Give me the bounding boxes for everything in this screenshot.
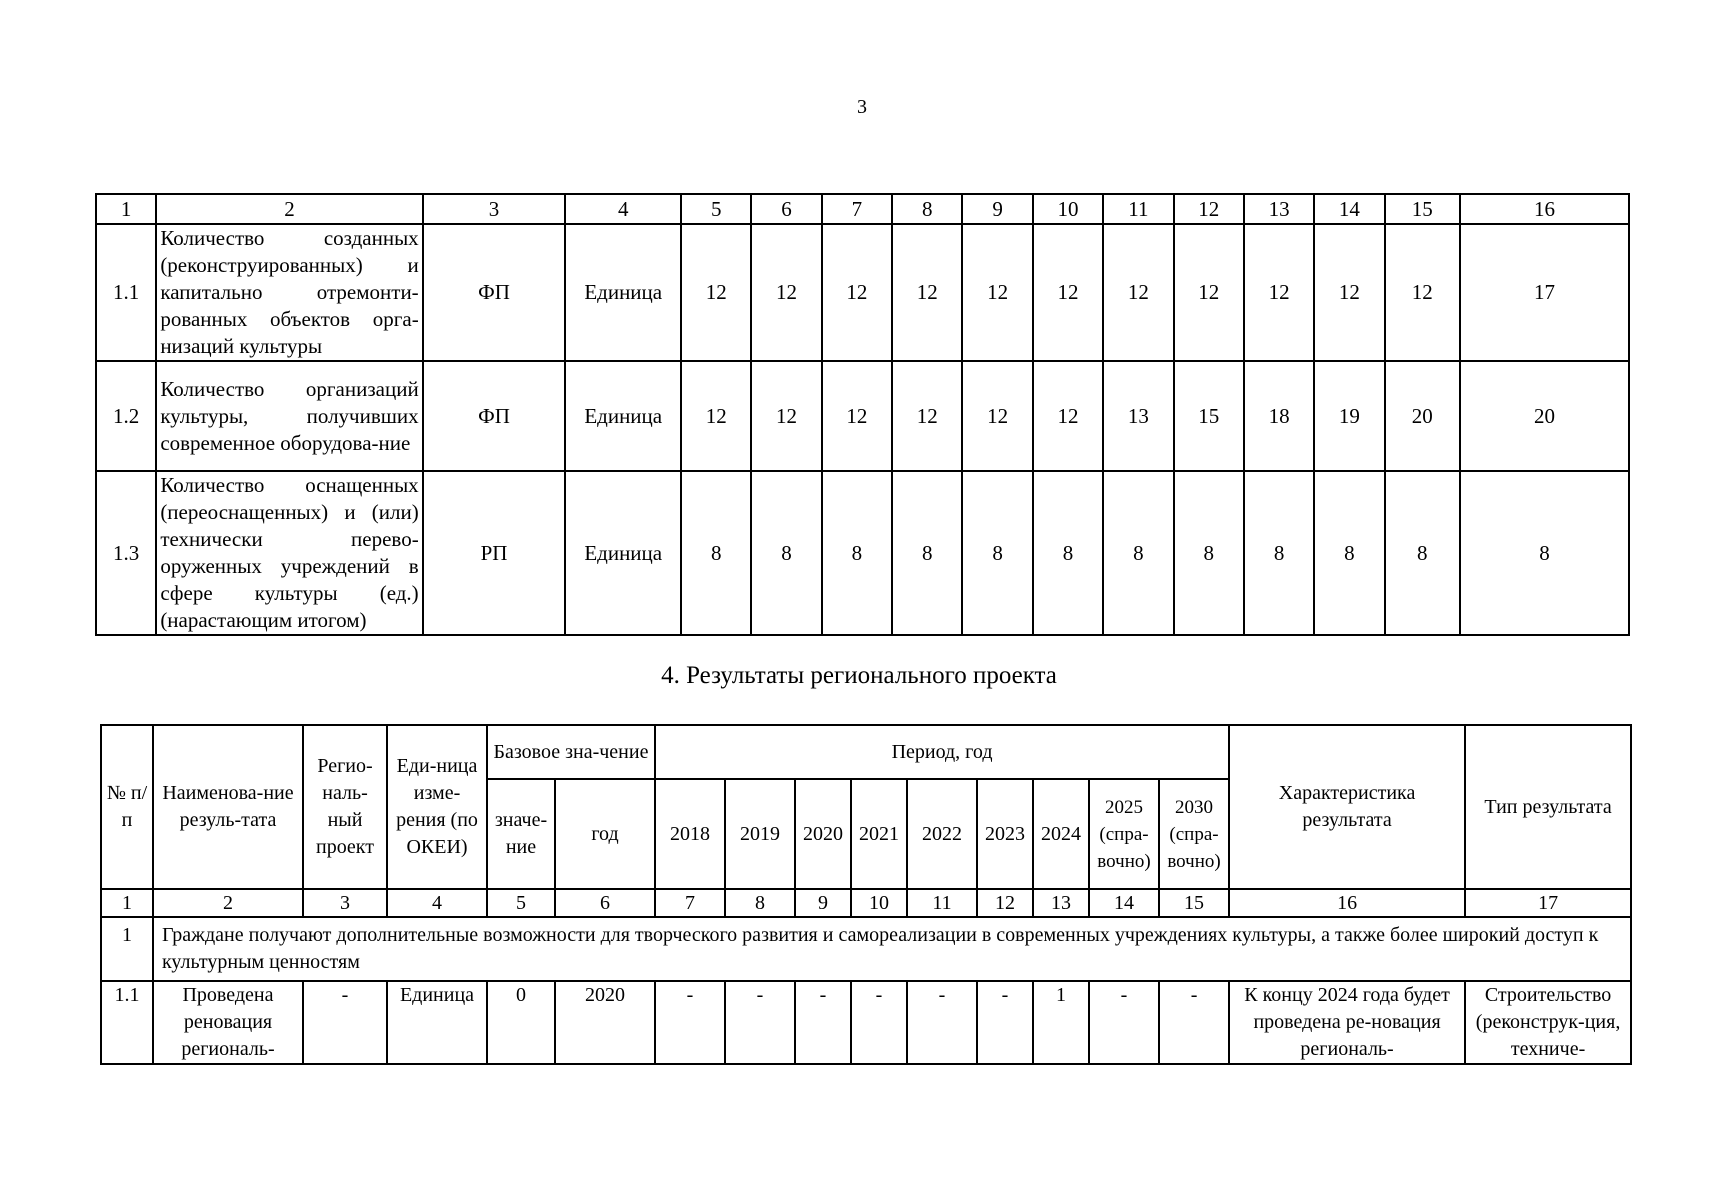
value-cell: 15: [1174, 361, 1244, 471]
column-numbers-row: [101, 889, 1631, 917]
value-cell: 12: [1103, 224, 1173, 361]
value-cell: 20: [1385, 361, 1460, 471]
header-base-year: год: [555, 779, 655, 889]
header-year: 2024: [1033, 779, 1089, 889]
row-number: 1.3: [96, 471, 156, 635]
value-cell: 17: [1460, 224, 1629, 361]
value-cell: 12: [751, 361, 821, 471]
result-type: Строительство (реконструк-ция, техниче-: [1465, 981, 1631, 1064]
header-cell: 14: [1314, 194, 1384, 224]
column-number: 7: [655, 889, 725, 917]
header-year: 2019: [725, 779, 795, 889]
value-cell: 12: [681, 361, 751, 471]
value-cell: 12: [892, 224, 962, 361]
header-year: 2020: [795, 779, 851, 889]
project-type: РП: [423, 471, 566, 635]
header-cell: 12: [1174, 194, 1244, 224]
result-project: -: [303, 981, 387, 1064]
header-base-value: значе-ние: [487, 779, 555, 889]
header-period: Период, год: [655, 725, 1229, 779]
year-value: -: [795, 981, 851, 1064]
header-project: Регио-наль-ный проект: [303, 725, 387, 889]
header-cell: 4: [565, 194, 681, 224]
section-title: 4. Результаты регионального проекта: [661, 662, 1057, 689]
goal-row: [101, 917, 1631, 981]
indicators-header-row: [96, 194, 1629, 224]
header-year: 2030 (спра-вочно): [1159, 779, 1229, 889]
table-row: [101, 981, 1631, 1064]
value-cell: 8: [1460, 471, 1629, 635]
value-cell: 12: [751, 224, 821, 361]
result-unit: Единица: [387, 981, 487, 1064]
year-value: 1: [1033, 981, 1089, 1064]
column-number: 17: [1465, 889, 1631, 917]
value-cell: 8: [1033, 471, 1103, 635]
result-characteristic: К концу 2024 года будет проведена ре-новация региональ-: [1229, 981, 1465, 1064]
project-type: ФП: [423, 361, 566, 471]
header-characteristic: Характеристика результата: [1229, 725, 1465, 889]
results-header-row: [101, 725, 1631, 779]
indicators-table: [95, 193, 1630, 636]
header-year: 2018: [655, 779, 725, 889]
header-cell: 6: [751, 194, 821, 224]
indicator-name: Количество созданных (реконструированных) и капитально отремонти-рованных объектов орга-низаций культуры: [156, 224, 422, 361]
goal-number: 1: [101, 917, 153, 981]
row-number: 1.1: [101, 981, 153, 1064]
value-cell: 8: [1244, 471, 1314, 635]
year-value: -: [1089, 981, 1159, 1064]
year-value: -: [1159, 981, 1229, 1064]
base-value: 0: [487, 981, 555, 1064]
header-cell: 13: [1244, 194, 1314, 224]
unit: Единица: [565, 224, 681, 361]
header-year: 2022: [907, 779, 977, 889]
value-cell: 12: [1033, 224, 1103, 361]
value-cell: 12: [822, 224, 892, 361]
header-cell: 8: [892, 194, 962, 224]
indicator-name: Количество организаций культуры, получивших современное оборудова-ние: [156, 361, 422, 471]
column-number: 9: [795, 889, 851, 917]
header-num: № п/п: [101, 725, 153, 889]
row-number: 1.1: [96, 224, 156, 361]
header-cell: 9: [962, 194, 1032, 224]
unit: Единица: [565, 361, 681, 471]
value-cell: 8: [1385, 471, 1460, 635]
unit: Единица: [565, 471, 681, 635]
year-value: -: [907, 981, 977, 1064]
column-number: 3: [303, 889, 387, 917]
header-cell: 16: [1460, 194, 1629, 224]
year-value: -: [977, 981, 1033, 1064]
header-cell: 1: [96, 194, 156, 224]
column-number: 2: [153, 889, 303, 917]
year-value: -: [655, 981, 725, 1064]
header-cell: 10: [1033, 194, 1103, 224]
header-unit: Еди-ница изме-рения (по ОКЕИ): [387, 725, 487, 889]
column-number: 1: [101, 889, 153, 917]
header-base: Базовое зна-чение: [487, 725, 655, 779]
header-cell: 7: [822, 194, 892, 224]
value-cell: 8: [892, 471, 962, 635]
column-number: 5: [487, 889, 555, 917]
value-cell: 18: [1244, 361, 1314, 471]
header-type: Тип результата: [1465, 725, 1631, 889]
value-cell: 8: [1103, 471, 1173, 635]
base-year: 2020: [555, 981, 655, 1064]
value-cell: 12: [822, 361, 892, 471]
value-cell: 12: [1385, 224, 1460, 361]
page-number: 3: [857, 96, 867, 118]
column-number: 15: [1159, 889, 1229, 917]
table-row: [96, 471, 1629, 635]
value-cell: 8: [681, 471, 751, 635]
column-number: 8: [725, 889, 795, 917]
value-cell: 8: [962, 471, 1032, 635]
year-value: -: [725, 981, 795, 1064]
indicator-name: Количество оснащенных (переоснащенных) и (или) технически перево-оруженных учреждений в сфере культуры (ед.) (нарастающим итогом): [156, 471, 422, 635]
value-cell: 12: [962, 361, 1032, 471]
value-cell: 8: [751, 471, 821, 635]
year-value: -: [851, 981, 907, 1064]
results-table: [100, 724, 1632, 1065]
value-cell: 8: [1174, 471, 1244, 635]
header-cell: 11: [1103, 194, 1173, 224]
column-number: 14: [1089, 889, 1159, 917]
table-row: [96, 224, 1629, 361]
value-cell: 13: [1103, 361, 1173, 471]
table-row: [96, 361, 1629, 471]
value-cell: 12: [1314, 224, 1384, 361]
column-number: 6: [555, 889, 655, 917]
value-cell: 12: [1244, 224, 1314, 361]
value-cell: 20: [1460, 361, 1629, 471]
value-cell: 12: [1174, 224, 1244, 361]
column-number: 4: [387, 889, 487, 917]
value-cell: 12: [962, 224, 1032, 361]
header-name: Наименова-ние резуль-тата: [153, 725, 303, 889]
value-cell: 8: [822, 471, 892, 635]
goal-text: Граждане получают дополнительные возможности для творческого развития и самореализации в современных учреждениях культуры, а также более широкий доступ к культурным ценностям: [153, 917, 1631, 981]
column-number: 10: [851, 889, 907, 917]
row-number: 1.2: [96, 361, 156, 471]
column-number: 16: [1229, 889, 1465, 917]
value-cell: 19: [1314, 361, 1384, 471]
header-cell: 5: [681, 194, 751, 224]
value-cell: 12: [1033, 361, 1103, 471]
column-number: 11: [907, 889, 977, 917]
header-cell: 15: [1385, 194, 1460, 224]
column-number: 12: [977, 889, 1033, 917]
value-cell: 12: [892, 361, 962, 471]
header-year: 2023: [977, 779, 1033, 889]
column-number: 13: [1033, 889, 1089, 917]
value-cell: 12: [681, 224, 751, 361]
header-year: 2021: [851, 779, 907, 889]
result-name: Проведена реновация региональ-: [153, 981, 303, 1064]
header-cell: 2: [156, 194, 422, 224]
project-type: ФП: [423, 224, 566, 361]
header-cell: 3: [423, 194, 566, 224]
header-year: 2025 (спра-вочно): [1089, 779, 1159, 889]
value-cell: 8: [1314, 471, 1384, 635]
